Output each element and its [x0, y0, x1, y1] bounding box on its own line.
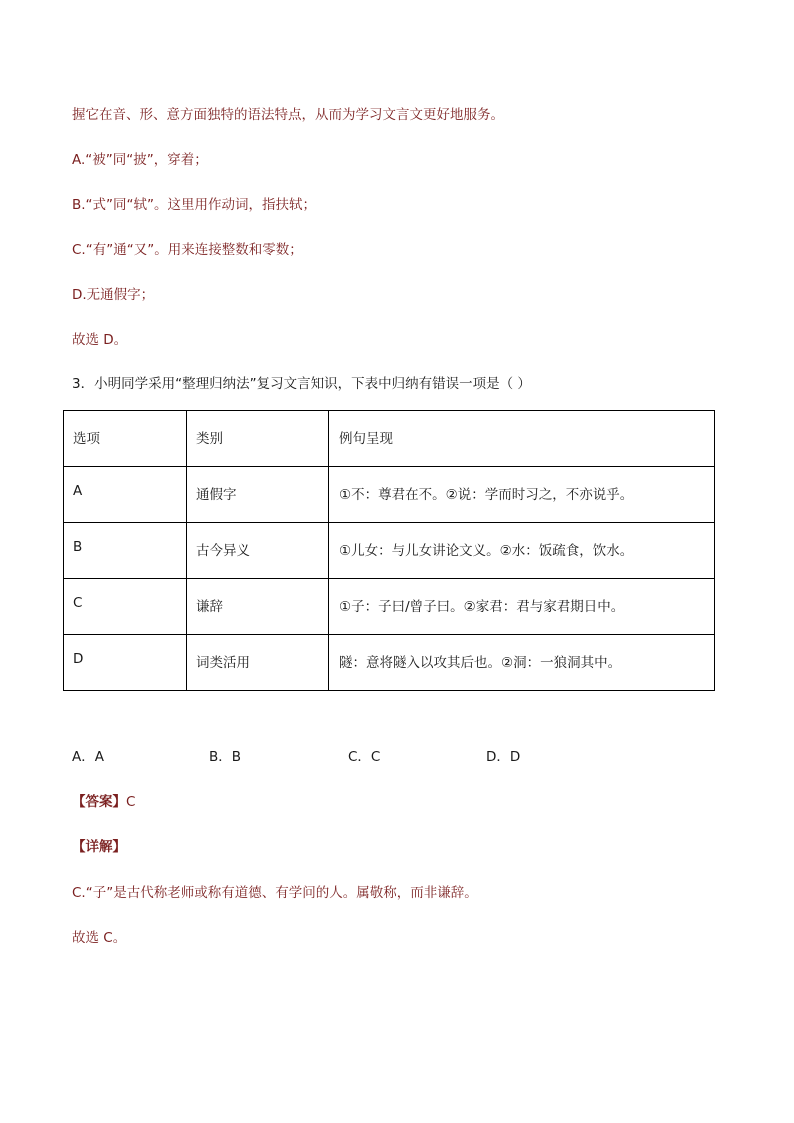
row-category: 谦辞: [187, 579, 329, 635]
option-b: B．B: [209, 749, 242, 765]
header-example: 例句呈现: [329, 411, 715, 467]
question-3: 3．小明同学采用“整理归纳法”复习文言知识，下表中归纳有错误一项是（ ）: [72, 376, 531, 392]
row-option: A: [64, 467, 187, 523]
explanation-c: C.“有”通“又”。用来连接整数和零数；: [72, 242, 303, 258]
option-a: A．A: [72, 749, 104, 765]
row-option: B: [64, 523, 187, 579]
table-row: [64, 523, 715, 579]
header-category: 类别: [187, 411, 329, 467]
answer-line: [72, 790, 135, 810]
table-header-row: [64, 411, 715, 467]
row-example: ①子：子曰/曾子曰。②家君：君与家君期日中。: [329, 579, 715, 635]
row-example: 隧：意将隧入以攻其后也。②洞：一狼洞其中。: [329, 635, 715, 691]
option-d: D．D: [486, 749, 521, 765]
row-category: 古今异义: [187, 523, 329, 579]
row-category: 通假字: [187, 467, 329, 523]
detail-label: 【详解】: [72, 839, 126, 855]
row-category: 词类活用: [187, 635, 329, 691]
explanation-a: A.“被”同“披”，穿着；: [72, 152, 208, 168]
summary-table: [63, 410, 715, 691]
header-option: 选项: [64, 411, 187, 467]
answer-value: C: [126, 794, 136, 810]
table-row: [64, 467, 715, 523]
table-row: [64, 579, 715, 635]
row-example: ①不：尊君在不。②说：学而时习之，不亦说乎。: [329, 467, 715, 523]
table-row: [64, 635, 715, 691]
explanation-b: B.“式”同“轼”。这里用作动词，指扶轼；: [72, 197, 317, 213]
intro-line: 握它在音、形、意方面独特的语法特点，从而为学习文言文更好地服务。: [72, 107, 504, 123]
row-option: C: [64, 579, 187, 635]
conclusion-1: 故选 D。: [72, 332, 128, 348]
explanation-d: D.无通假字；: [72, 287, 155, 303]
detail-text: C.“子”是古代称老师或称有道德、有学问的人。属敬称，而非谦辞。: [72, 885, 478, 901]
option-c: C．C: [348, 749, 381, 765]
answer-label: 【答案】: [72, 794, 126, 810]
conclusion-2: 故选 C。: [72, 930, 127, 946]
row-example: ①儿女：与儿女讲论文义。②水：饭疏食，饮水。: [329, 523, 715, 579]
row-option: D: [64, 635, 187, 691]
